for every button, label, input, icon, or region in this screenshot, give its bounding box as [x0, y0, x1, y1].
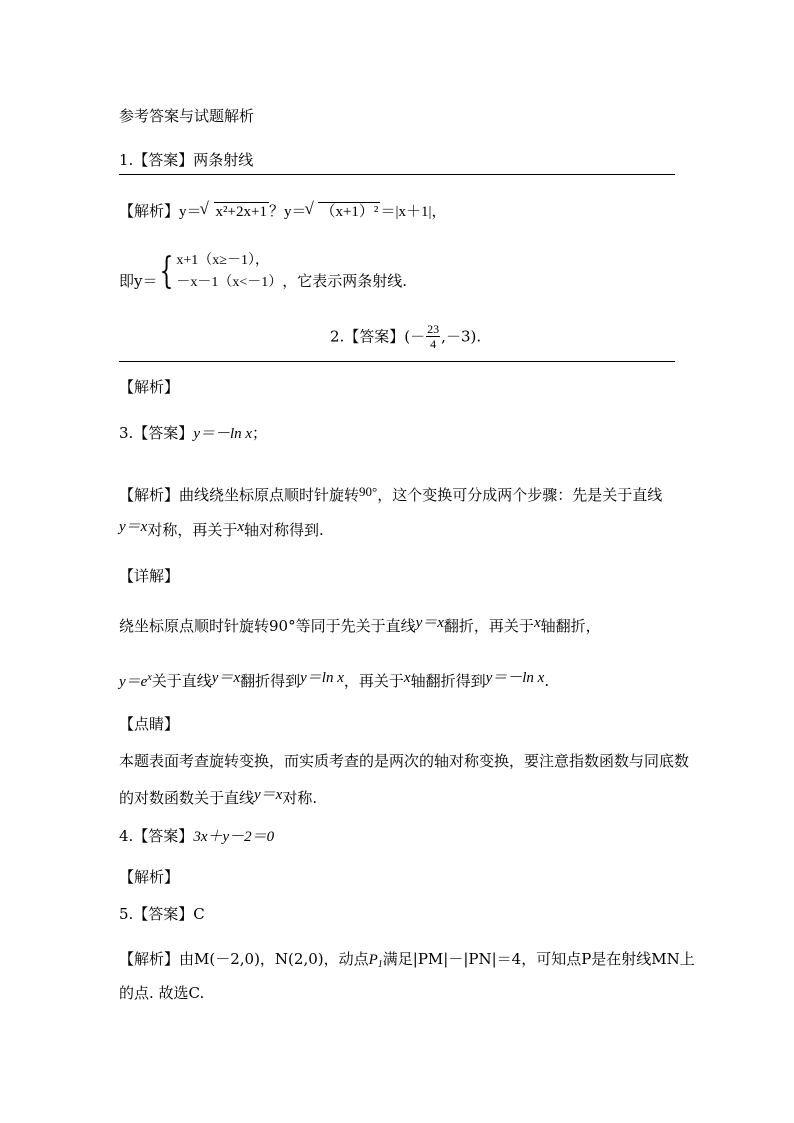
q3-analysis-line1 — [119, 482, 662, 505]
text: 对称. — [282, 789, 318, 807]
q3-detail-line1 — [119, 613, 601, 636]
text: ，再关于 — [343, 672, 404, 690]
q3-detail-label: 【详解】 — [119, 567, 180, 585]
text: 【解析】由M(－2,0)，N(2,0)，动点 — [119, 950, 369, 968]
math-y-eq-x: y＝x — [415, 615, 444, 631]
text: 【解析】曲线绕坐标原点顺时针旋转 — [119, 486, 360, 504]
q2-analysis: 【解析】 — [119, 378, 180, 396]
q5-analysis-line2: 的点. 故选C. — [119, 984, 205, 1002]
radicand: （x+1）² — [320, 204, 379, 220]
q1-answer: 1.【答案】两条射线 — [119, 151, 254, 169]
divider — [119, 361, 675, 362]
text: 对称，再关于 — [147, 521, 238, 539]
fraction — [426, 322, 440, 351]
q3-analysis-line2 — [119, 517, 324, 540]
degree: 90° — [359, 484, 378, 499]
text: ，这个变换可分成两个步骤：先是关于直线 — [377, 486, 663, 504]
math-y-eq-lnx: y＝ln x — [300, 670, 344, 686]
text: 轴对称得到. — [244, 521, 324, 539]
case-2: －x－1（x<－1） — [176, 275, 283, 290]
math-y-eq-x: y＝x — [254, 787, 283, 803]
q3-point-label: 【点睛】 — [119, 715, 180, 733]
q5-answer: 5.【答案】C — [119, 905, 205, 923]
math-x: x — [237, 519, 245, 535]
text: y＝e — [119, 674, 148, 690]
text: 满足|PM|－|PN|＝4，可知点P是在射线MN上 — [382, 950, 695, 968]
q3-suffix: ； — [252, 424, 268, 442]
page-heading: 参考答案与试题解析 — [119, 107, 255, 125]
q3-point-line1: 本题表面考查旋转变换，而实质考查的是两次的轴对称变换，要注意指数函数与同底数 — [119, 752, 690, 770]
math-x: x — [403, 670, 411, 686]
denominator: 4 — [430, 337, 437, 351]
q2-suffix: ,－3). — [441, 327, 482, 346]
numerator: 23 — [427, 322, 440, 336]
q5-analysis-line1 — [119, 949, 695, 975]
math-x: x — [533, 615, 541, 631]
sqrt-expression — [306, 202, 380, 222]
text: 翻折得到 — [240, 672, 301, 690]
analysis-label: 【解析】 — [119, 202, 180, 220]
q4-prefix: 4.【答案】 — [119, 827, 194, 845]
q3-answer-math: y＝－ln x — [193, 426, 253, 442]
q1-piecewise — [119, 250, 407, 300]
q2-prefix: 2.【答案】(－ — [330, 327, 426, 346]
text: 的对数函数关于直线 — [119, 789, 255, 807]
q1-analysis — [119, 201, 446, 222]
eq-part: ？y＝ — [268, 204, 307, 220]
ji-label: 即y＝ — [119, 272, 158, 290]
left-brace: { — [160, 251, 174, 292]
text: 绕坐标原点顺时针旋转90°等同于先关于直线 — [119, 617, 416, 635]
text: 轴翻折得到 — [410, 672, 486, 690]
eq-part: ＝|x＋1|， — [380, 204, 447, 220]
case-1: x+1（x≥－1）， — [176, 253, 269, 268]
text: 关于直线 — [151, 672, 212, 690]
superscript: x — [147, 672, 152, 683]
subscript: 1 — [377, 959, 383, 970]
math-y-eq-neg-lnx: y＝－ln x — [485, 670, 545, 686]
math-y-eq-x: y＝x — [211, 670, 241, 686]
q3-detail-line2 — [119, 668, 549, 692]
divider — [119, 174, 675, 175]
q4-answer — [119, 826, 274, 847]
sqrt-expression — [202, 202, 269, 222]
piecewise-cases — [176, 250, 282, 294]
math-y-eq-x: y＝x — [119, 519, 148, 535]
q2-answer — [330, 322, 481, 351]
q3-answer — [119, 423, 267, 444]
q4-analysis: 【解析】 — [119, 868, 180, 886]
text: 轴翻折， — [540, 617, 601, 635]
math-y-eq-ex — [119, 674, 152, 690]
eq-part: y＝ — [179, 204, 202, 220]
text: . — [544, 672, 550, 690]
q4-answer-math: 3x＋y－2＝0 — [193, 829, 275, 845]
text: P — [368, 952, 378, 968]
conclusion: ，它表示两条射线. — [282, 272, 408, 290]
q3-prefix: 3.【答案】 — [119, 424, 194, 442]
q3-point-line2 — [119, 785, 317, 808]
math-p1 — [369, 952, 383, 968]
text: 翻折，再关于 — [443, 617, 534, 635]
radicand: x²+2x+1 — [215, 204, 267, 220]
